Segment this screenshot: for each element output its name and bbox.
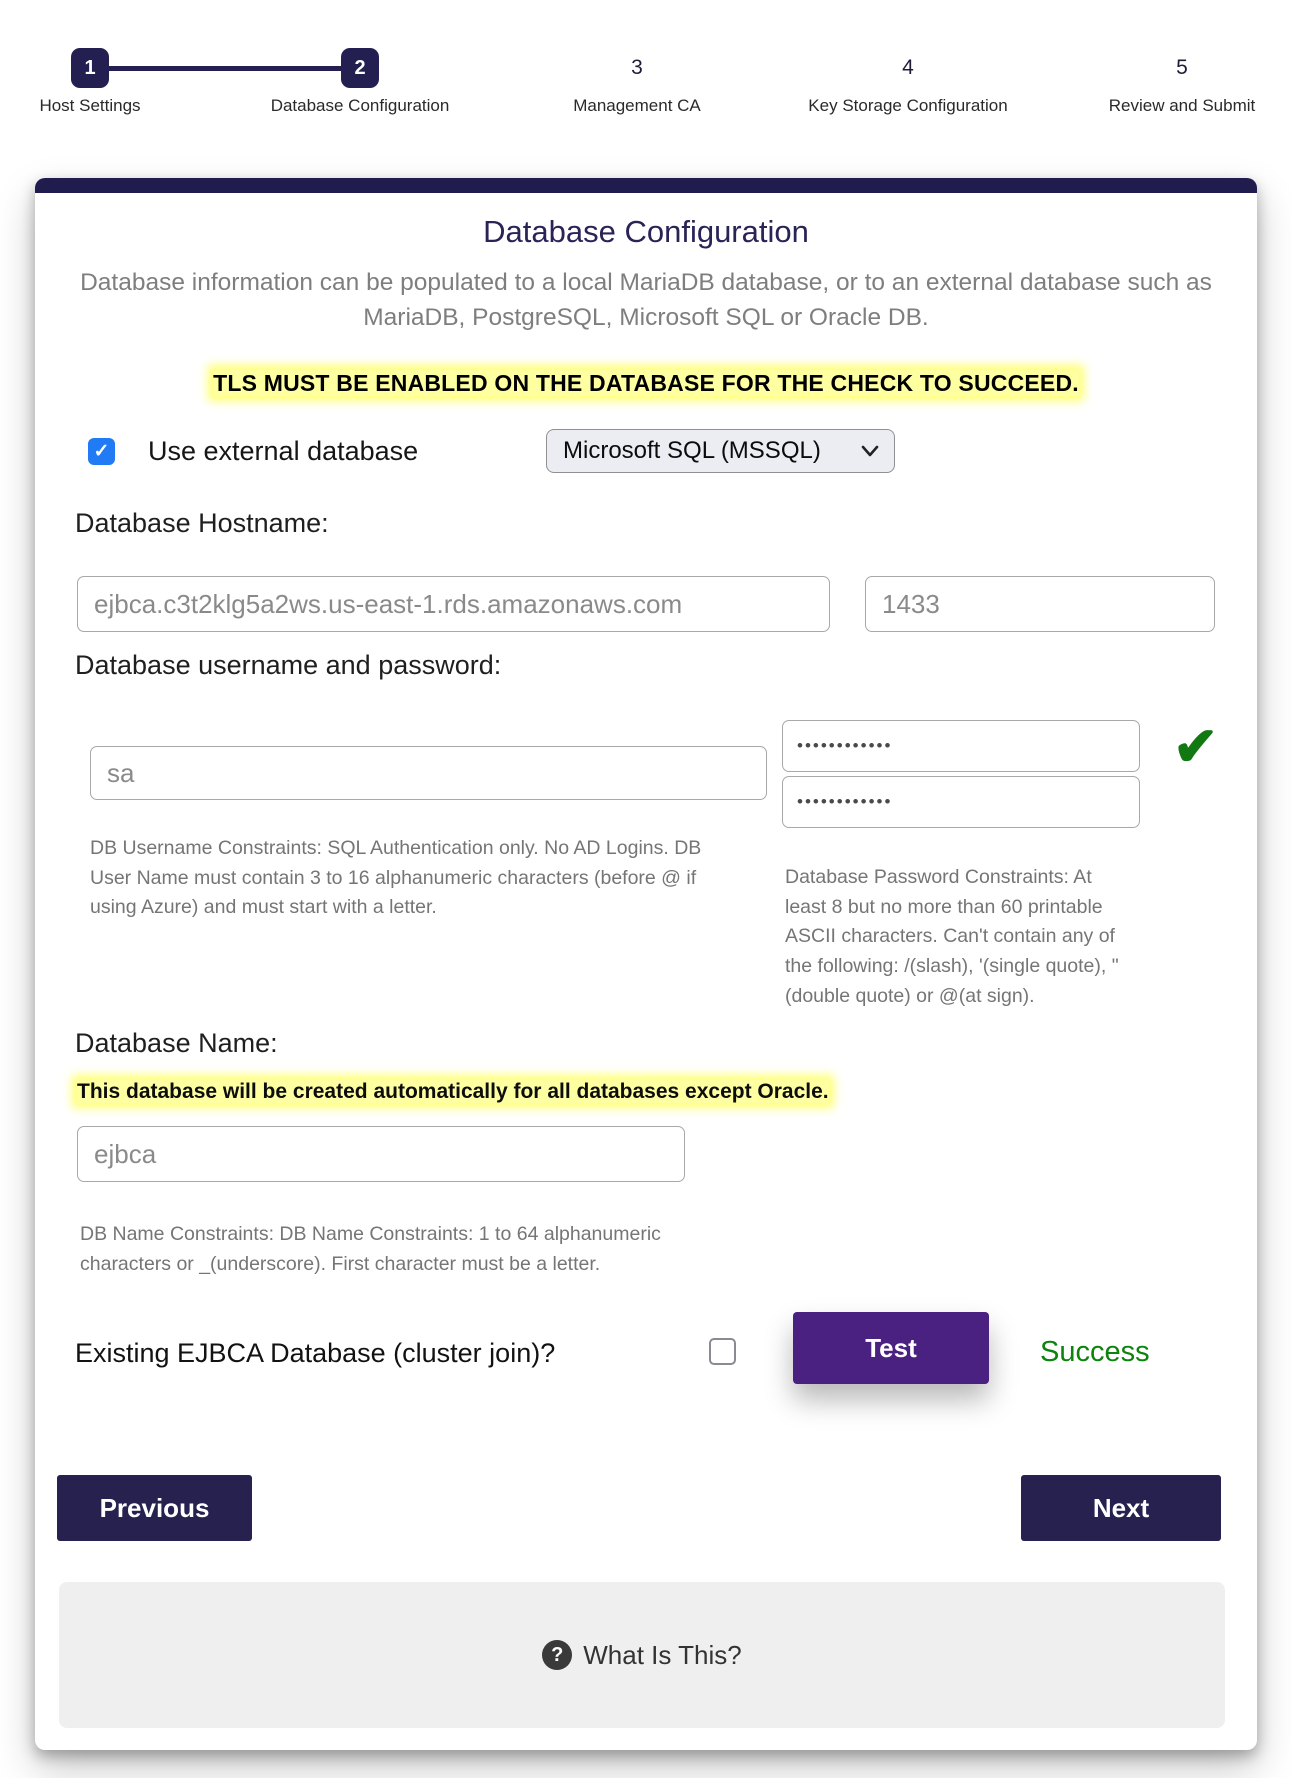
database-name-note-text: This database will be created automatically for all databases except Oracle.	[77, 1080, 829, 1103]
password-valid-check-icon: ✔	[1173, 717, 1219, 777]
database-name-label: Database Name:	[75, 1028, 278, 1058]
chevron-down-icon	[860, 444, 880, 458]
next-button[interactable]: Next	[1021, 1475, 1221, 1541]
card-top-accent-bar	[35, 178, 1257, 193]
step-label: Review and Submit	[1108, 96, 1256, 115]
external-database-row	[88, 428, 1208, 474]
stepper-step-key-storage-configuration[interactable]	[772, 44, 1044, 116]
database-type-selected-value: Microsoft SQL (MSSQL)	[563, 437, 821, 464]
checkbox-check-icon: ✓	[93, 440, 110, 462]
help-footer[interactable]	[59, 1582, 1225, 1728]
page-description: Database information can be populated to a local MariaDB database, or to an external database such as MariaDB, PostgreSQL, Microsoft SQL or Oracle DB.	[80, 269, 1212, 331]
tls-warning-line	[35, 370, 1257, 397]
database-password-confirm-input[interactable]	[782, 776, 1140, 828]
database-username-input[interactable]	[90, 746, 767, 800]
credentials-label: Database username and password:	[75, 650, 502, 680]
database-name-note-line	[77, 1080, 829, 1104]
test-status-text: Success	[1040, 1336, 1150, 1368]
database-hostname-label: Database Hostname:	[75, 508, 329, 538]
cluster-join-label: Existing EJBCA Database (cluster join)?	[75, 1338, 556, 1368]
wizard-stepper	[0, 0, 1292, 130]
step-label: Management CA	[573, 96, 701, 115]
previous-button[interactable]: Previous	[57, 1475, 252, 1541]
database-port-input[interactable]	[865, 576, 1215, 632]
step-label: Key Storage Configuration	[808, 96, 1008, 115]
help-label: What Is This?	[583, 1639, 742, 1670]
database-name-constraints-text: DB Name Constraints: DB Name Constraints: 1 to 64 alphanumeric characters or _(underscore). First character must be a letter.	[80, 1223, 661, 1275]
stepper-step-review-and-submit[interactable]	[1046, 44, 1292, 116]
database-password-input[interactable]	[782, 720, 1140, 772]
page-title: Database Configuration	[483, 214, 809, 249]
step-number[interactable]: 5	[1176, 56, 1188, 79]
question-mark-icon: ?	[542, 1640, 572, 1670]
database-hostname-input[interactable]	[77, 576, 830, 632]
cluster-join-checkbox[interactable]	[709, 1338, 736, 1365]
step-number-box[interactable]: 2	[341, 48, 379, 88]
step-number[interactable]: 3	[631, 56, 643, 79]
test-connection-button[interactable]: Test	[793, 1312, 989, 1384]
step-number[interactable]: 4	[902, 56, 914, 79]
stepper-step-host-settings[interactable]	[0, 44, 226, 116]
database-configuration-card	[35, 178, 1257, 1750]
stepper-step-management-ca[interactable]	[501, 44, 773, 116]
stepper-step-database-configuration[interactable]	[224, 44, 496, 116]
step-label: Host Settings	[39, 96, 141, 115]
step-label: Database Configuration	[270, 96, 450, 115]
username-constraints-text: DB Username Constraints: SQL Authentication only. No AD Logins. DB User Name must contain 3 to 16 alphanumeric characters (before @ if using Azure) and must start with a letter.	[90, 837, 702, 919]
step-number-box[interactable]: 1	[71, 48, 109, 88]
help-row[interactable]	[542, 1640, 741, 1671]
database-type-select[interactable]	[546, 429, 895, 473]
use-external-database-checkbox[interactable]	[88, 438, 115, 465]
tls-warning-text: TLS MUST BE ENABLED ON THE DATABASE FOR THE CHECK TO SUCCEED.	[213, 370, 1079, 396]
password-constraints-text: Database Password Constraints: At least 8 but no more than 60 printable ASCII characters. Can't contain any of the following: /(slash), '(single quote), "(double quote) or @(at sign).	[785, 866, 1119, 1007]
use-external-database-label: Use external database	[148, 435, 419, 466]
database-name-input[interactable]	[77, 1126, 685, 1182]
